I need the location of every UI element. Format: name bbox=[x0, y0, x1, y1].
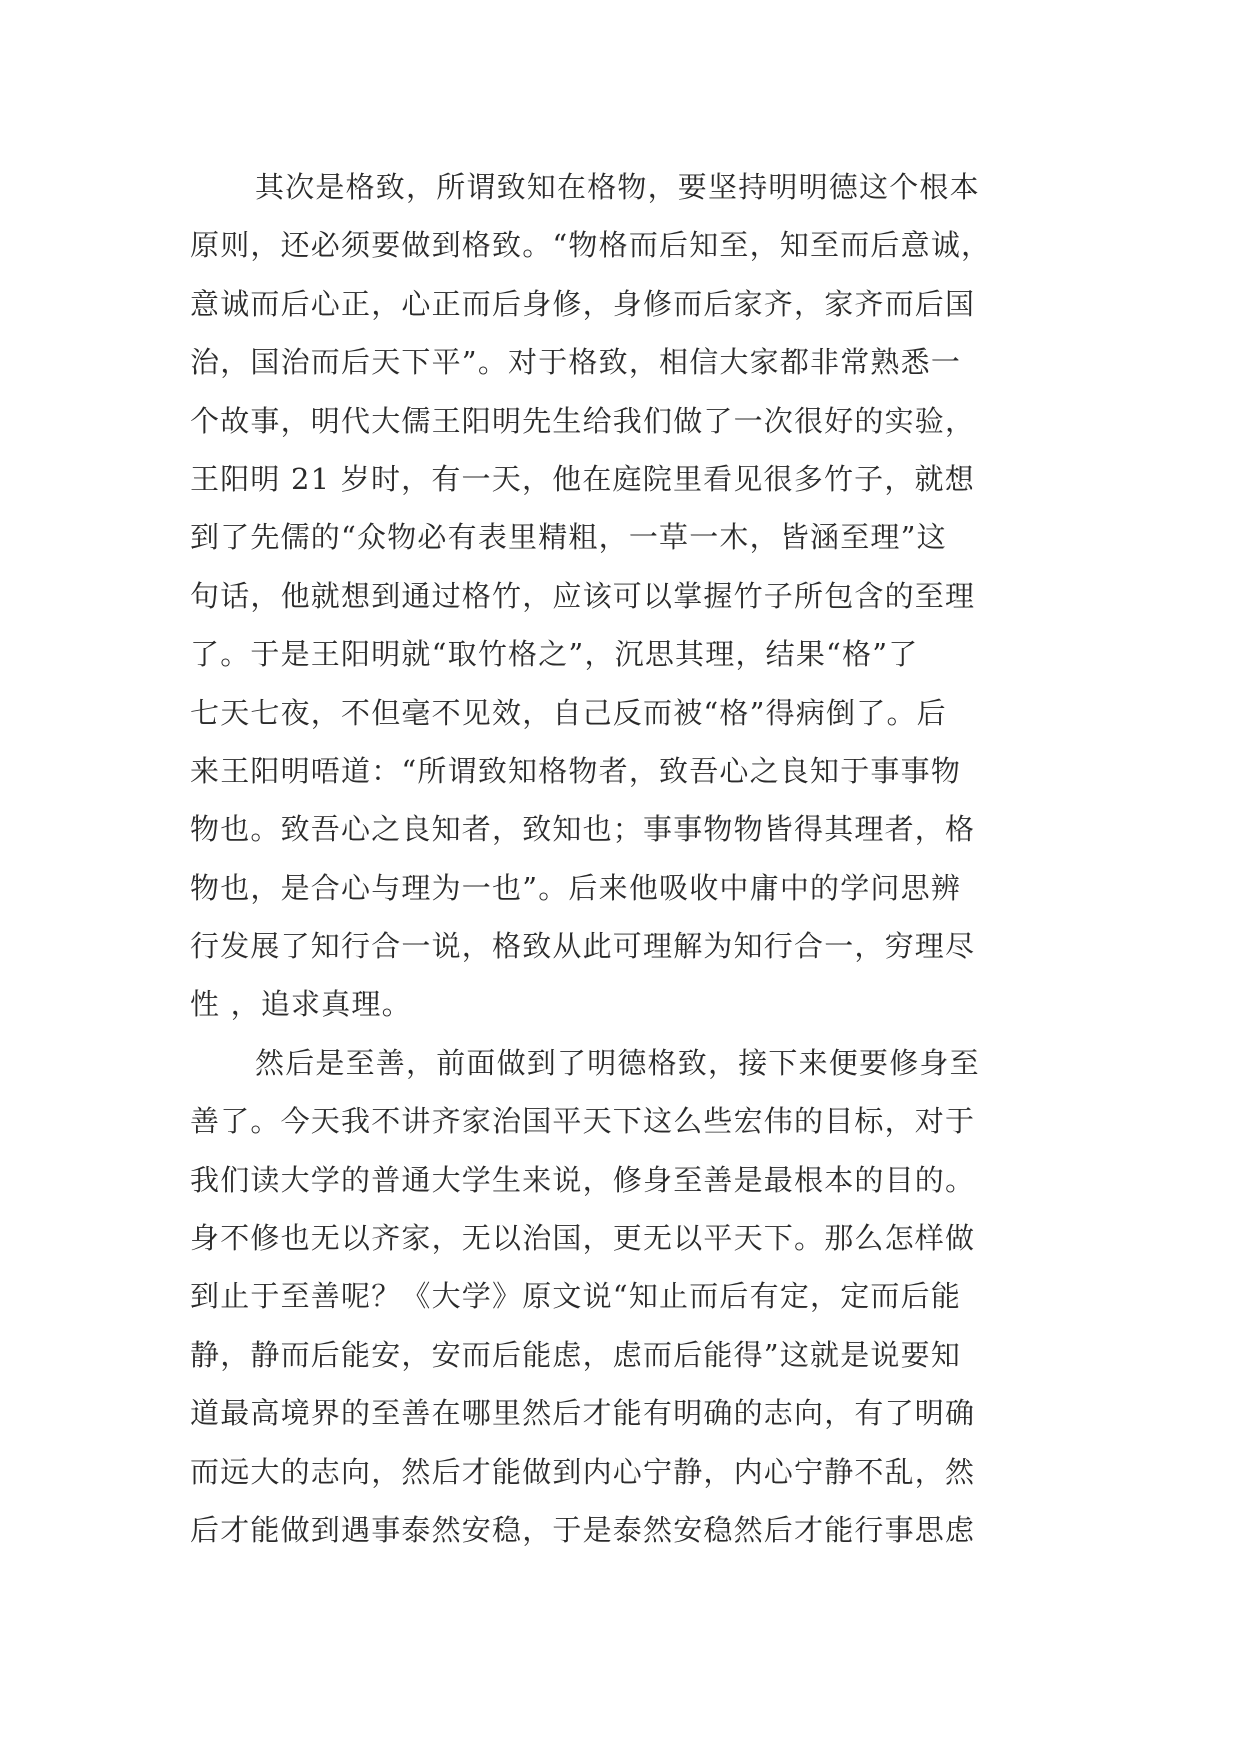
text-line: 善了。今天我不讲齐家治国平天下这么些宏伟的目标，对于 bbox=[190, 1104, 976, 1139]
text-line: 句话，他就想到通过格竹，应该可以掌握竹子所包含的至理 bbox=[190, 578, 976, 613]
paragraph-gezhi bbox=[190, 158, 1055, 1034]
text-line: 物也，是合心与理为一也”。后来他吸收中庸中的学问思辨 bbox=[190, 870, 962, 905]
text-line: 其次是格致，所谓致知在格物，要坚持明明德这个根本 bbox=[255, 170, 980, 204]
text-line: 身不修也无以齐家，无以治国，更无以平天下。那么怎样做 bbox=[190, 1221, 976, 1256]
text-line: 静，静而后能安，安而后能虑，虑而后能得”这就是说要知 bbox=[190, 1337, 962, 1372]
text-line: 后才能做到遇事泰然安稳，于是泰然安稳然后才能行事思虑 bbox=[190, 1512, 976, 1547]
paragraph-zhishan bbox=[190, 1034, 1055, 1560]
text-line: 原则，还必须要做到格致。“物格而后知至，知至而后意诚， bbox=[190, 228, 992, 263]
text-line: 七天七夜，不但毫不见效，自己反而被“格”得病倒了。后 bbox=[190, 695, 947, 730]
text-line: 性 ，追求真理。 bbox=[190, 987, 412, 1022]
text-line: 王阳明 21 岁时，有一天，他在庭院里看见很多竹子，就想 bbox=[190, 461, 975, 496]
text-line: 意诚而后心正，心正而后身修，身修而后家齐，家齐而后国 bbox=[190, 286, 976, 321]
text-line: 物也。致吾心之良知者，致知也；事事物物皆得其理者，格 bbox=[190, 812, 976, 847]
text-line: 然后是至善，前面做到了明德格致，接下来便要修身至 bbox=[255, 1045, 980, 1080]
text-line: 我们读大学的普通大学生来说，修身至善是最根本的目的。 bbox=[190, 1162, 976, 1197]
text-line: 行发展了知行合一说，格致从此可理解为知行合一，穷理尽 bbox=[190, 929, 976, 964]
text-line: 来王阳明唔道：“所谓致知格物者，致吾心之良知于事事物 bbox=[190, 753, 962, 788]
text-line: 而远大的志向，然后才能做到内心宁静，内心宁静不乱，然 bbox=[190, 1454, 976, 1489]
text-line: 道最高境界的至善在哪里然后才能有明确的志向，有了明确 bbox=[190, 1396, 976, 1431]
text-line: 到止于至善呢？《大学》原文说“知止而后有定，定而后能 bbox=[190, 1279, 962, 1314]
body-text bbox=[190, 158, 1055, 1559]
text-line: 个故事，明代大儒王阳明先生给我们做了一次很好的实验， bbox=[190, 403, 976, 438]
text-line: 治，国治而后天下平”。对于格致，相信大家都非常熟悉一 bbox=[190, 345, 962, 380]
text-line: 了。于是王阳明就“取竹格之”，沉思其理，结果“格”了 bbox=[190, 637, 919, 672]
text-line: 到了先儒的“众物必有表里精粗，一草一木，皆涵至理”这 bbox=[190, 520, 947, 555]
